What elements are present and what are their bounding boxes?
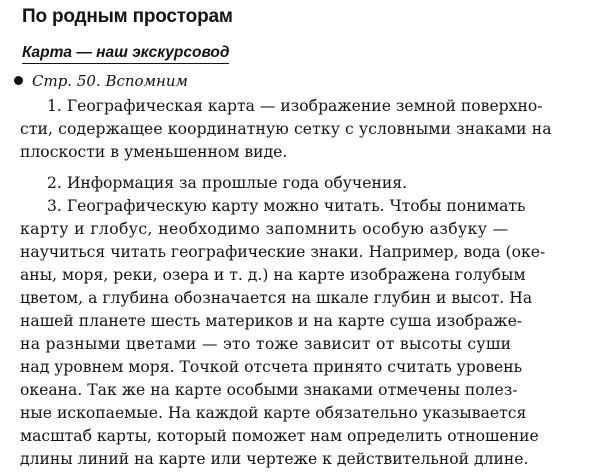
- paragraph-3-line-4: аны, моря, реки, озера и т. д.) на карте изображена голубым: [20, 266, 526, 284]
- paragraph-3-line-3: научиться читать географические знаки. Например, вода (оке-: [20, 243, 546, 261]
- paragraph-1-line-3: плоскости в уменьшенном виде.: [20, 143, 288, 161]
- paragraph-3-line-5: цветом, а глубина обозначается на шкале глубин и высот. На: [20, 289, 533, 307]
- chapter-title: По родным просторам: [22, 6, 233, 27]
- paragraph-3-line-11: масштаб карты, который поможет нам определить отношение: [20, 427, 539, 445]
- paragraph-3-line-12: длины линий на карте или чертеже к действительной длине.: [20, 450, 529, 468]
- paragraph-3-line-1: 3. Географическую карту можно читать. Чтобы понимать: [47, 197, 526, 215]
- reference-line: [14, 72, 188, 90]
- section-title: [22, 44, 229, 62]
- paragraph-2-line-1: 2. Информация за прошлые года обучения.: [47, 174, 408, 192]
- bullet-icon: [14, 76, 23, 85]
- paragraph-3-line-2: карту и глобус, необходимо запомнить особую азбуку —: [20, 220, 509, 238]
- paragraph-1-line-2: сти, содержащее координатную сетку с условными знаками на: [20, 120, 552, 138]
- section-title-underline: [22, 63, 229, 64]
- paragraph-3-line-8: над уровнем моря. Точкой отсчета принято считать уровень: [20, 358, 523, 376]
- paragraph-3-line-7: на разными цветами — это тоже зависит от высоты суши: [20, 335, 512, 353]
- paragraph-3-line-10: ные ископаемые. На каждой карте обязательно указывается: [20, 404, 527, 422]
- paragraph-3-line-6: нашей планете шесть материков и на карте суша изображе-: [20, 312, 523, 330]
- paragraph-3-line-9: океана. Так же на карте особыми знаками отмечены полез-: [20, 381, 518, 399]
- reference-text: Стр. 50. Вспомним: [32, 72, 188, 90]
- section-title-text: Карта — наш экскурсовод: [22, 44, 230, 61]
- paragraph-1-line-1: 1. Географическая карта — изображение земной поверхно-: [47, 97, 543, 115]
